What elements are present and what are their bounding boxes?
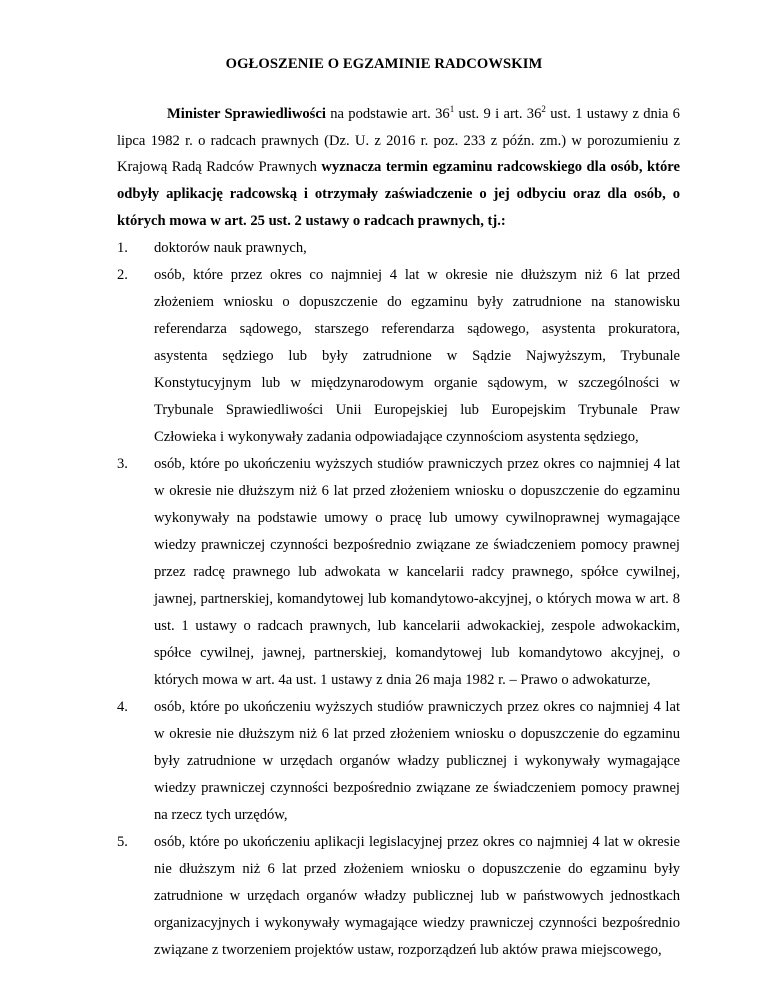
superscript-2: 2 xyxy=(541,104,546,114)
list-item-number: 1. xyxy=(117,240,128,256)
intro-bold-statement: wyznacza termin egzaminu radcowskiego dla osób, które odbyły aplikację radcowską i otrzymały zaświadczenie o jej odbyciu oraz dla osób, o których mowa w art. 25 ust. 2 ustawy o radcach prawnych, tj.: xyxy=(117,159,680,229)
list-item-text: osób, które po ukończeniu wyższych studiów prawniczych przez okres co najmniej 4 lat w okresie nie dłuższym niż 6 lat przed złożeniem wniosku o dopuszczenie do egzaminu wykonywały na podstawie umowy o pracę lub umowy cywilnoprawnej wymagające wiedzy prawniczej czynności bezpośrednio związane ze świadczeniem pomocy prawnej przez radcę prawnego lub adwokata w kancelarii radcy prawnego, spółce cywilnej, jawnej, partnerskiej, komandytowej lub komandytowo-akcyjnej, o których mowa w art. 8 ust. 1 ustawy o radcach prawnych, lub kancelarii adwokackiej, zespole adwokackim, spółce cywilnej, jawnej, partnerskiej, komandytowej lub komandytowo akcyjnej, o których mowa w art. 4a ust. 1 ustawy z dnia 26 maja 1982 r. – Prawo o adwokaturze, xyxy=(154,456,680,688)
minister-name: Minister Sprawiedliwości xyxy=(167,106,326,122)
list-item-number: 3. xyxy=(117,456,128,472)
list-item-number: 5. xyxy=(117,834,128,850)
list-item-number: 4. xyxy=(117,699,128,715)
list-item-text: osób, które po ukończeniu wyższych studiów prawniczych przez okres co najmniej 4 lat w okresie nie dłuższym niż 6 lat przed złożeniem wniosku o dopuszczenie do egzaminu były zatrudnione w urzędach organów władzy publicznej i wykonywały wymagające wiedzy prawniczej czynności bezpośrednio związane ze świadczeniem pomocy prawnej na rzecz tych urzędów, xyxy=(154,699,680,823)
intro-text-part-2: ust. 9 i art. 36 xyxy=(454,106,542,122)
list-item xyxy=(117,262,680,451)
intro-paragraph xyxy=(117,101,680,235)
eligibility-list xyxy=(117,235,680,964)
list-item xyxy=(117,235,680,262)
list-item-text: doktorów nauk prawnych, xyxy=(154,240,307,256)
list-item xyxy=(117,694,680,829)
list-item-text: osób, które po ukończeniu aplikacji legislacyjnej przez okres co najmniej 4 lat w okresie nie dłuższym niż 6 lat przed złożeniem wniosku o dopuszczenie do egzaminu były zatrudnione w urzędach organów władzy publicznej lub w państwowych jednostkach organizacyjnych i wykonywały wymagające wiedzy prawniczej czynności bezpośrednio związane z tworzeniem projektów ustaw, rozporządzeń lub aktów prawa miejscowego, xyxy=(154,834,680,958)
document-title: OGŁOSZENIE O EGZAMINIE RADCOWSKIM xyxy=(225,56,543,72)
intro-text-part-3: ust. 1 ustawy z dnia 6 lipca 1982 r. o radcach prawnych (Dz. U. z 2016 r. poz. 233 z późn. zm.) w porozumieniu z Krajową Radą Radców Prawnych xyxy=(117,106,680,176)
list-item-text: osób, które przez okres co najmniej 4 lat w okresie nie dłuższym niż 6 lat przed złożeniem wniosku o dopuszczenie do egzaminu były zatrudnione na stanowisku referendarza sądowego, starszego referendarza sądowego, asystenta prokuratora, asystenta sędziego lub były zatrudnione w Sądzie Najwyższym, Trybunale Konstytucyjnym lub w międzynarodowym organie sądowym, w szczególności w Trybunale Sprawiedliwości Unii Europejskiej lub Europejskim Trybunale Praw Człowieka i wykonywały zadania odpowiadające czynnościom asystenta sędziego, xyxy=(154,267,680,445)
list-item xyxy=(117,829,680,964)
superscript-1: 1 xyxy=(449,104,455,114)
intro-text-part-1: na podstawie art. 36 xyxy=(325,106,450,122)
list-item xyxy=(117,451,680,694)
list-item-number: 2. xyxy=(117,267,128,283)
